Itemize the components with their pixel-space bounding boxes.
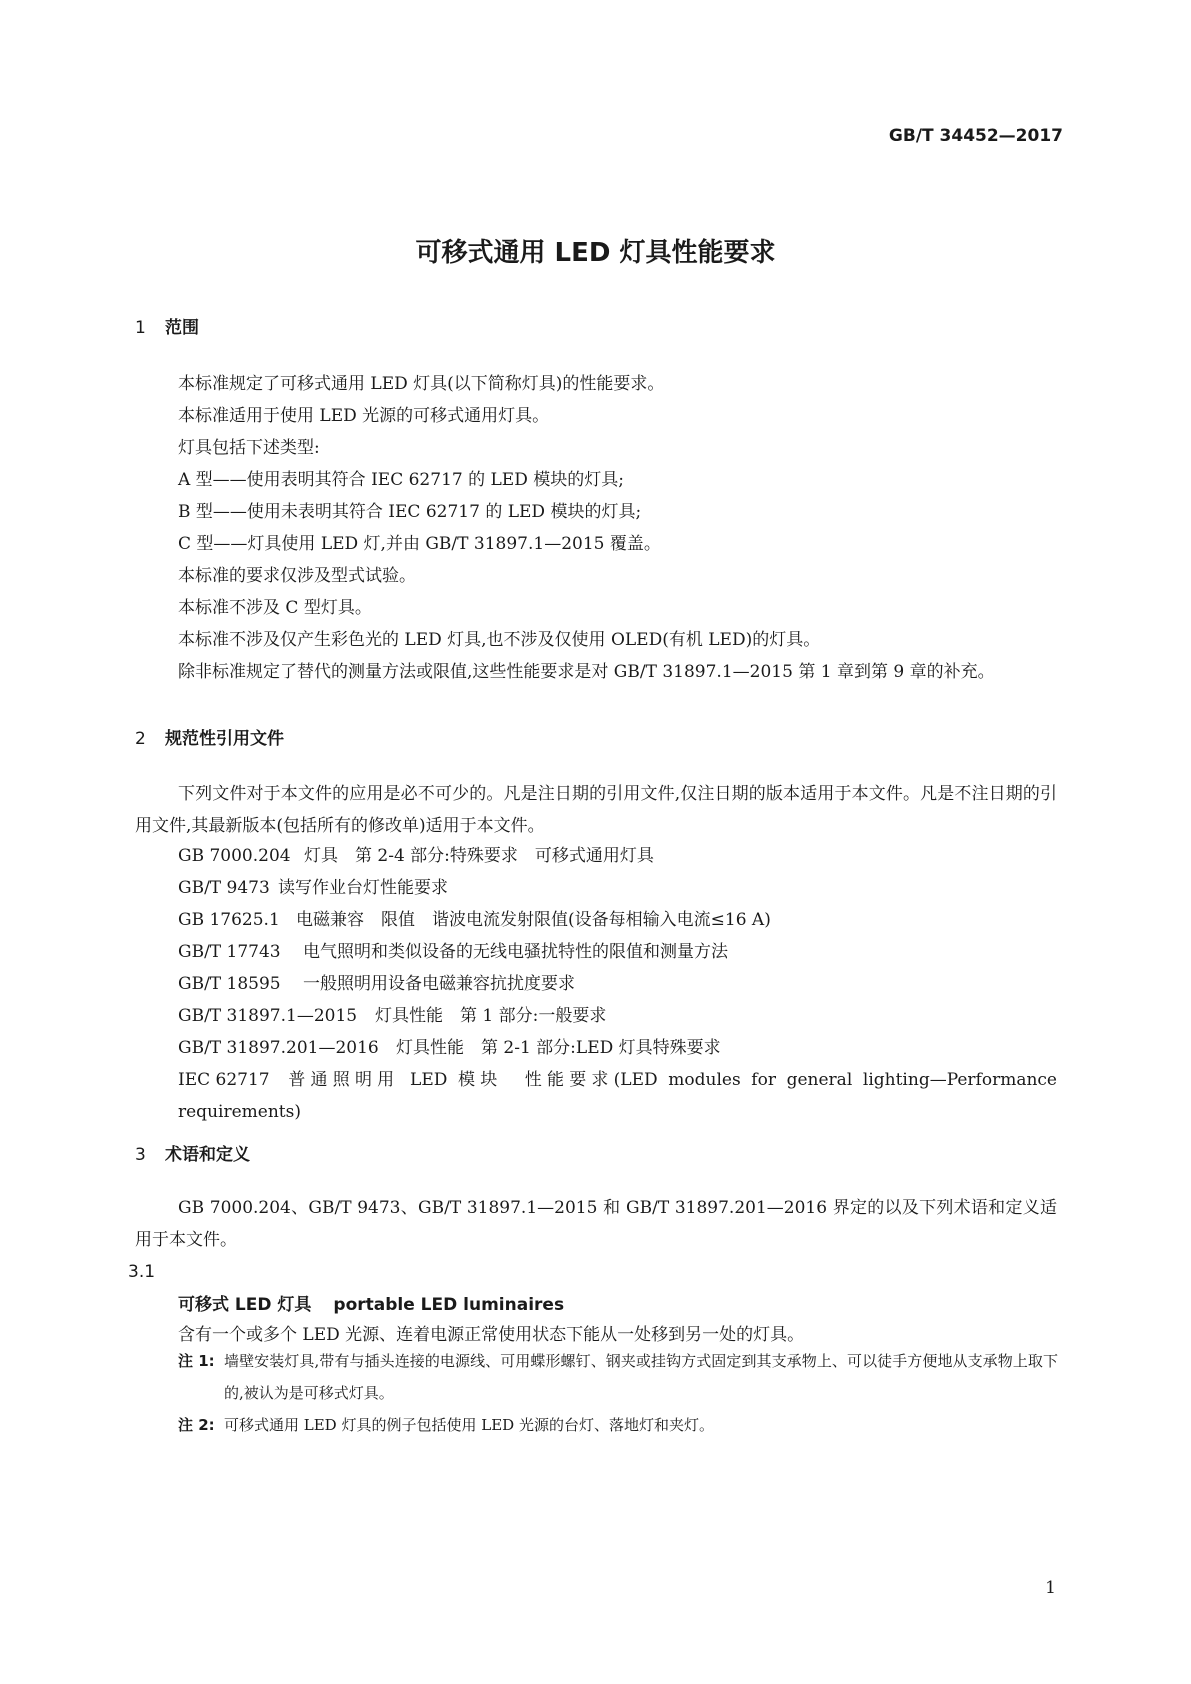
term-chinese: 可移式 LED 灯具 <box>178 1295 312 1315</box>
note-item <box>178 1409 1058 1441</box>
reference-item <box>178 968 1057 1000</box>
reference-title: 灯具性能 第 2-1 部分:LED 灯具特殊要求 <box>396 1038 721 1058</box>
notes <box>178 1345 1058 1441</box>
note-item <box>178 1345 1058 1409</box>
reference-item <box>178 840 1057 872</box>
reference-title: 读写作业台灯性能要求 <box>278 878 448 898</box>
reference-item <box>135 1064 1057 1128</box>
paragraph: 本标准适用于使用 LED 光源的可移式通用灯具。 <box>178 406 550 426</box>
reference-item <box>178 1000 1057 1032</box>
standard-number: GB/T 34452—2017 <box>888 126 1063 146</box>
paragraph: 本标准规定了可移式通用 LED 灯具(以下简称灯具)的性能要求。 <box>178 374 665 394</box>
section-2-intro <box>135 778 1057 842</box>
reference-title: 普通照明用 LED 模块 性能要求(LED modules for general lighting—Performance requirements) <box>178 1070 1057 1122</box>
section-3-intro <box>135 1192 1057 1256</box>
paragraph: 本标准不涉及 C 型灯具。 <box>178 598 372 618</box>
section-3-heading <box>135 1140 250 1165</box>
reference-code: GB 17625.1 <box>178 910 280 930</box>
note-text: 墙壁安装灯具,带有与插头连接的电源线、可用蝶形螺钉、钢夹或挂钩方式固定到其支承物上、可以徒手方便地从支承物上取下的,被认为是可移式灯具。 <box>224 1352 1058 1402</box>
section-number: 1 <box>135 318 146 338</box>
paragraph: 本标准不涉及仅产生彩色光的 LED 灯具,也不涉及仅使用 OLED(有机 LED)的灯具。 <box>178 630 821 650</box>
reference-code: GB/T 31897.201—2016 <box>178 1038 379 1058</box>
term-entry <box>178 1290 564 1315</box>
section-1-body <box>135 368 1057 688</box>
section-number: 3 <box>135 1145 146 1165</box>
reference-title: 电气照明和类似设备的无线电骚扰特性的限值和测量方法 <box>303 942 728 962</box>
reference-code: GB/T 31897.1—2015 <box>178 1006 358 1026</box>
reference-code: IEC 62717 <box>178 1070 270 1090</box>
term-definition: 含有一个或多个 LED 光源、连着电源正常使用状态下能从一处移到另一处的灯具。 <box>178 1325 805 1345</box>
section-1-heading <box>135 313 199 338</box>
note-text: 可移式通用 LED 灯具的例子包括使用 LED 光源的台灯、落地灯和夹灯。 <box>224 1416 714 1434</box>
reference-code: GB/T 9473 <box>178 878 270 898</box>
reference-item <box>178 872 1057 904</box>
paragraph: 本标准的要求仅涉及型式试验。 <box>178 566 416 586</box>
note-label: 注 2: <box>178 1416 215 1434</box>
reference-item <box>178 904 1057 936</box>
list-item: C 型——灯具使用 LED 灯,并由 GB/T 31897.1—2015 覆盖。 <box>178 534 661 554</box>
paragraph: 除非标准规定了替代的测量方法或限值,这些性能要求是对 GB/T 31897.1—2015 第 1 章到第 9 章的补充。 <box>178 662 995 682</box>
paragraph: 灯具包括下述类型: <box>178 438 320 458</box>
reference-title: 灯具 第 2-4 部分:特殊要求 可移式通用灯具 <box>304 846 654 866</box>
page-number: 1 <box>1045 1578 1056 1598</box>
section-title: 范围 <box>165 318 199 338</box>
list-item: B 型——使用未表明其符合 IEC 62717 的 LED 模块的灯具; <box>178 502 642 522</box>
reference-code: GB 7000.204 <box>178 846 291 866</box>
normative-references <box>178 840 1057 1128</box>
section-number: 2 <box>135 729 146 749</box>
list-item: A 型——使用表明其符合 IEC 62717 的 LED 模块的灯具; <box>178 470 624 490</box>
reference-title: 一般照明用设备电磁兼容抗扰度要求 <box>303 974 575 994</box>
document-title: 可移式通用 LED 灯具性能要求 <box>415 238 776 268</box>
paragraph: 下列文件对于本文件的应用是必不可少的。凡是注日期的引用文件,仅注日期的版本适用于本文件。凡是不注日期的引用文件,其最新版本(包括所有的修改单)适用于本文件。 <box>135 784 1057 836</box>
reference-title: 灯具性能 第 1 部分:一般要求 <box>375 1006 607 1026</box>
reference-title: 电磁兼容 限值 谐波电流发射限值(设备每相输入电流≤16 A) <box>296 910 771 930</box>
reference-item <box>178 936 1057 968</box>
section-title: 规范性引用文件 <box>165 729 284 749</box>
clause-number: 3.1 <box>128 1262 156 1282</box>
reference-code: GB/T 17743 <box>178 942 281 962</box>
note-label: 注 1: <box>178 1352 215 1370</box>
reference-item <box>178 1032 1057 1064</box>
paragraph: GB 7000.204、GB/T 9473、GB/T 31897.1—2015 和 GB/T 31897.201—2016 界定的以及下列术语和定义适用于本文件。 <box>135 1198 1057 1250</box>
section-title: 术语和定义 <box>165 1145 250 1165</box>
reference-code: GB/T 18595 <box>178 974 281 994</box>
term-english: portable LED luminaires <box>333 1295 565 1315</box>
section-2-heading <box>135 724 284 749</box>
